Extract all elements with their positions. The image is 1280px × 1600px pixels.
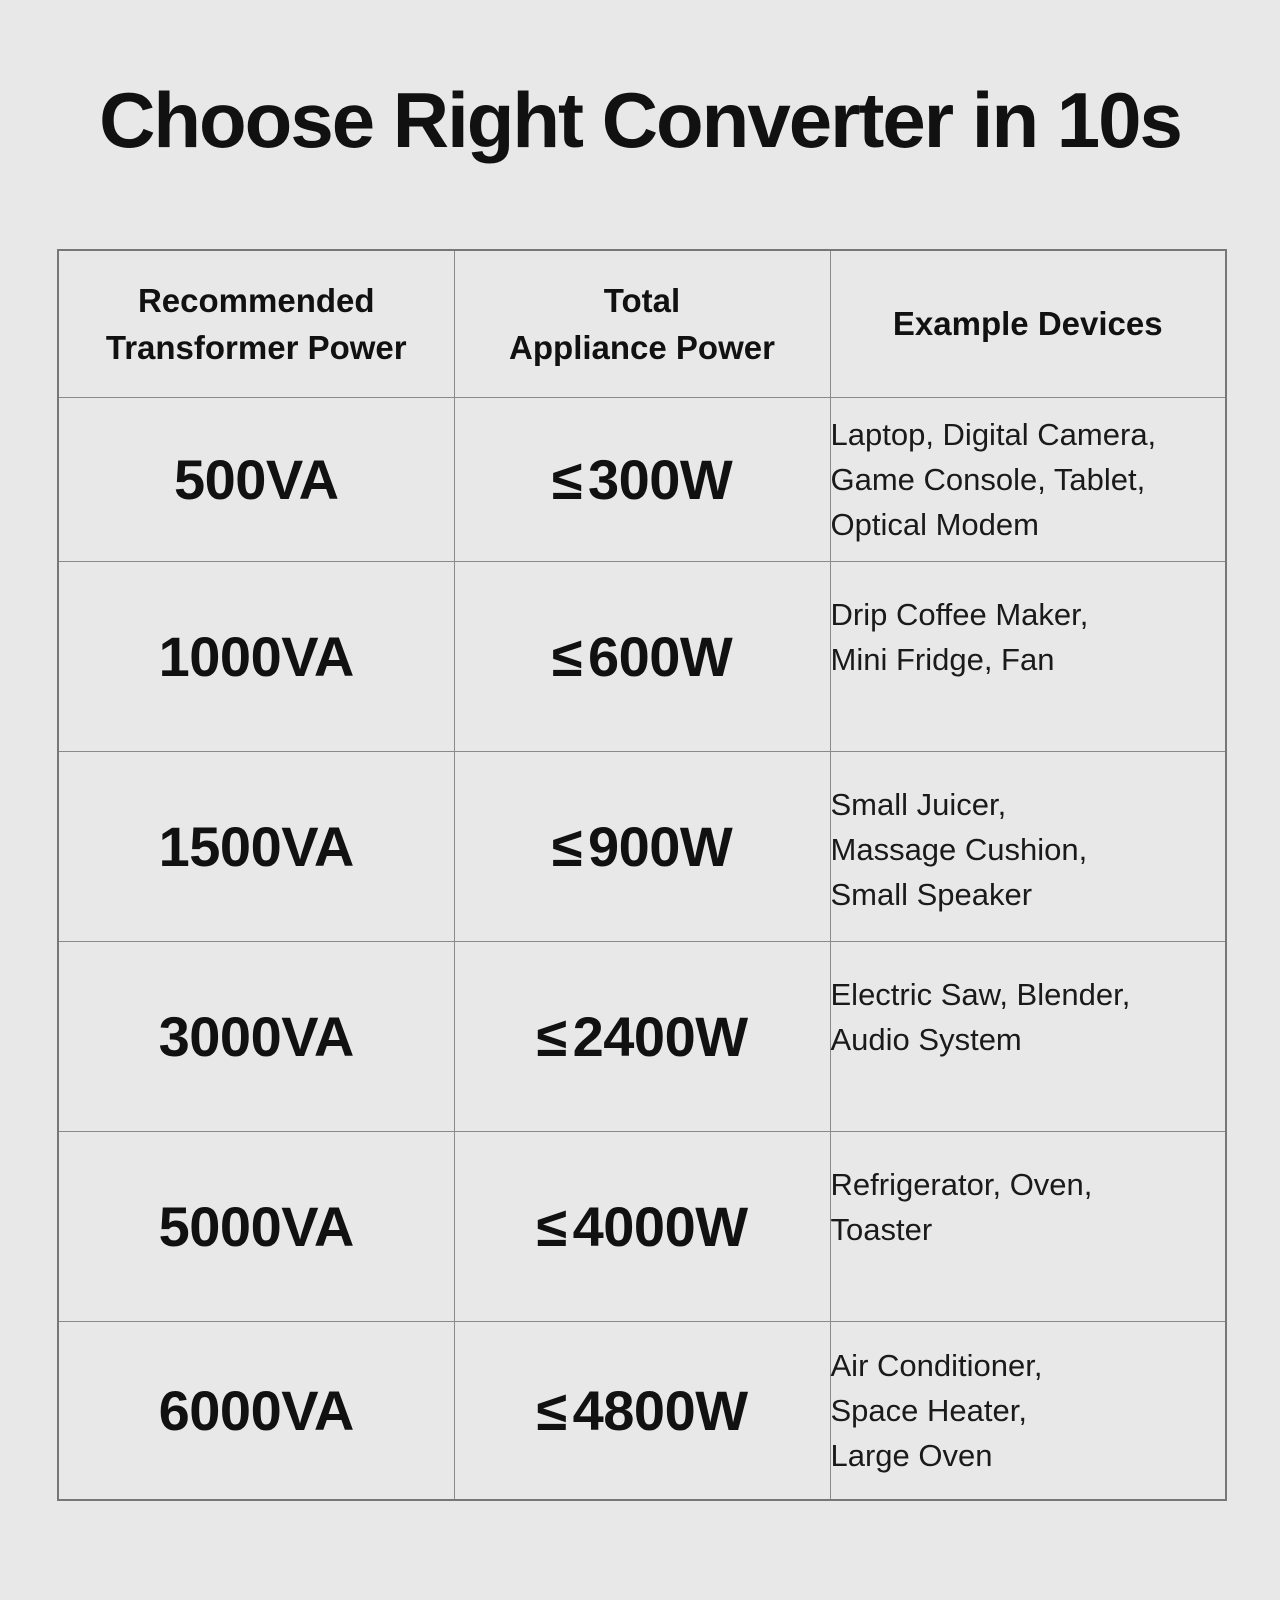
appliance-power-cell	[454, 941, 830, 1131]
device-line: Toaster	[830, 1211, 933, 1247]
header-transformer-line-1: Recommended	[137, 281, 375, 319]
example-devices-cell	[830, 561, 1226, 751]
table-row	[58, 1321, 1226, 1500]
transformer-power-cell: 1500VA	[58, 751, 454, 941]
header-devices-line-1: Example Devices	[892, 305, 1163, 343]
appliance-power-cell	[454, 561, 830, 751]
device-line: Optical Modem	[830, 506, 1039, 542]
example-devices-cell	[830, 397, 1226, 561]
device-line: Small Speaker	[830, 876, 1033, 912]
device-line: Audio System	[830, 1021, 1022, 1057]
transformer-power-cell: 3000VA	[58, 941, 454, 1131]
device-line: Large Oven	[830, 1437, 993, 1473]
transformer-power-cell: 6000VA	[58, 1321, 454, 1500]
device-line: Space Heater,	[830, 1392, 1027, 1428]
example-devices-cell	[830, 941, 1226, 1131]
appliance-power-value: 900W	[587, 814, 733, 878]
example-devices-cell	[830, 1131, 1226, 1321]
less-equal-symbol: ≤	[551, 624, 582, 688]
device-line: Refrigerator, Oven,	[830, 1166, 1093, 1202]
less-equal-symbol: ≤	[551, 814, 582, 878]
appliance-power-value: 600W	[587, 624, 733, 688]
less-equal-symbol: ≤	[536, 1004, 567, 1068]
appliance-power-cell	[454, 1131, 830, 1321]
converter-table	[57, 249, 1227, 1501]
device-line: Small Juicer,	[830, 786, 1007, 822]
header-appliance-power	[454, 250, 830, 397]
less-equal-symbol: ≤	[536, 1194, 567, 1258]
device-line: Electric Saw, Blender,	[830, 976, 1131, 1012]
header-example-devices	[830, 250, 1226, 397]
device-line: Mini Fridge, Fan	[830, 641, 1055, 677]
table-row	[58, 1131, 1226, 1321]
device-line: Laptop, Digital Camera,	[830, 416, 1157, 452]
device-line: Massage Cushion,	[830, 831, 1088, 867]
less-equal-symbol: ≤	[536, 1378, 567, 1442]
header-transformer-line-2: Transformer Power	[105, 328, 407, 366]
table-row	[58, 561, 1226, 751]
device-line: Game Console, Tablet,	[830, 461, 1146, 497]
device-line: Drip Coffee Maker,	[830, 596, 1089, 632]
appliance-power-value: 4800W	[572, 1378, 748, 1442]
less-equal-symbol: ≤	[551, 447, 582, 511]
appliance-power-cell	[454, 751, 830, 941]
table-row	[58, 397, 1226, 561]
device-line: Air Conditioner,	[830, 1347, 1043, 1383]
header-appliance-line-1: Total	[603, 281, 681, 319]
transformer-power-cell: 500VA	[58, 397, 454, 561]
table-row	[58, 751, 1226, 941]
transformer-power-cell: 1000VA	[58, 561, 454, 751]
appliance-power-value: 4000W	[572, 1194, 748, 1258]
table-header-row	[58, 250, 1226, 397]
table-row	[58, 941, 1226, 1131]
example-devices-cell	[830, 751, 1226, 941]
appliance-power-value: 2400W	[572, 1004, 748, 1068]
header-appliance-line-2: Appliance Power	[509, 328, 775, 366]
appliance-power-cell	[454, 1321, 830, 1500]
appliance-power-cell	[454, 397, 830, 561]
example-devices-cell	[830, 1321, 1226, 1500]
page-title: Choose Right Converter in 10s	[99, 76, 1181, 164]
header-transformer-power	[58, 250, 454, 397]
appliance-power-value: 300W	[587, 447, 733, 511]
transformer-power-cell: 5000VA	[58, 1131, 454, 1321]
